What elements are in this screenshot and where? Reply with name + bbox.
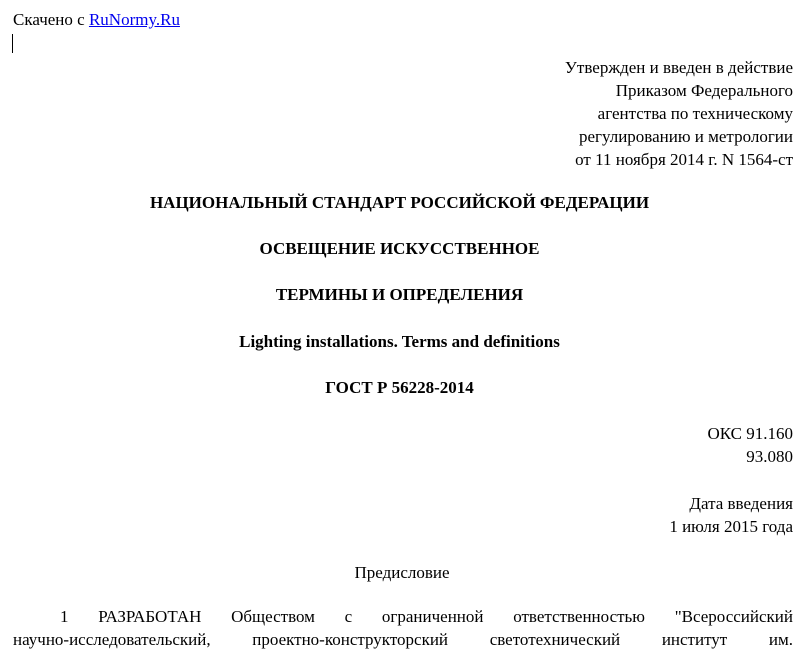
document-title-english: Lighting installations. Terms and definitions — [239, 332, 560, 351]
introduction-date-value: 1 июля 2015 года — [669, 517, 793, 536]
approval-line: Приказом Федерального — [615, 81, 793, 100]
introduction-date-block — [669, 492, 793, 538]
approval-block — [565, 56, 793, 171]
oks-block — [707, 422, 793, 468]
document-subtitle: ТЕРМИНЫ И ОПРЕДЕЛЕНИЯ — [275, 285, 524, 304]
approval-line: агентства по техническому — [597, 104, 793, 123]
source-line — [13, 9, 180, 31]
oks-code: ОКС 91.160 — [707, 424, 793, 443]
document-title: ОСВЕЩЕНИЕ ИСКУССТВЕННОЕ — [259, 239, 540, 258]
oks-code: 93.080 — [746, 447, 793, 466]
foreword-heading: Предисловие — [354, 563, 450, 582]
document-designation: ГОСТ Р 56228-2014 — [325, 378, 474, 397]
approval-line: регулированию и метрологии — [578, 127, 793, 146]
approval-line: Утвержден и введен в действие — [564, 58, 793, 77]
introduction-date-label: Дата введения — [689, 494, 793, 513]
standard-type-heading: НАЦИОНАЛЬНЫЙ СТАНДАРТ РОССИЙСКОЙ ФЕДЕРАЦИИ — [149, 193, 650, 212]
paragraph-line: научно-исследовательский, проектно-конструкторский светотехнический институт им. — [13, 630, 793, 649]
source-link[interactable]: RuNormy.Ru — [88, 10, 180, 29]
paragraph-line: 1 РАЗРАБОТАН Обществом с ограниченной ответственностью "Всероссийский — [60, 607, 793, 626]
source-prefix: Скачено с — [13, 10, 89, 29]
foreword-paragraph — [13, 605, 793, 651]
text-cursor — [12, 34, 13, 53]
approval-line: от 11 ноября 2014 г. N 1564-ст — [575, 150, 793, 169]
